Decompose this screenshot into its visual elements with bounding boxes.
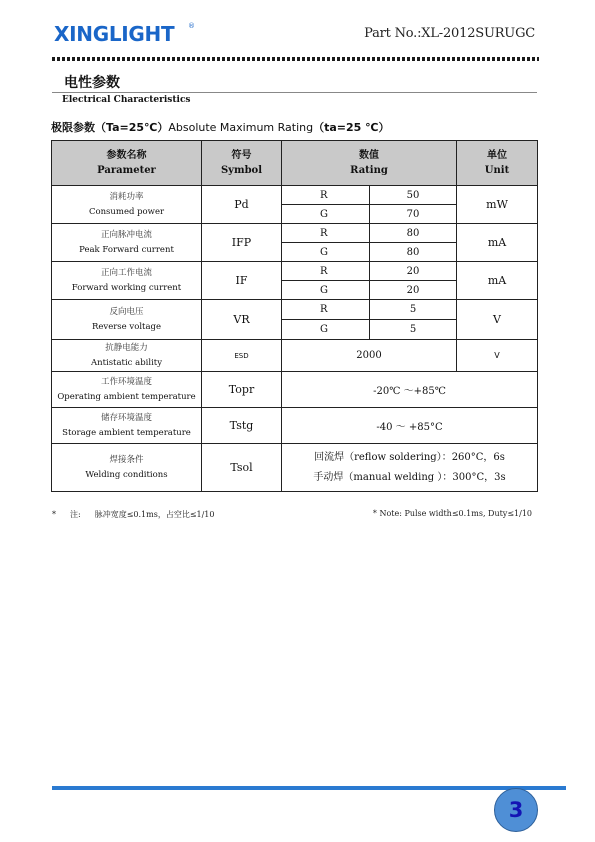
symbol-cell: Pd xyxy=(202,186,282,224)
unit-cell: V xyxy=(457,340,538,372)
header-symbol-cn: 符号 xyxy=(231,150,252,161)
header-symbol xyxy=(202,141,282,186)
unit-cell: mA xyxy=(457,224,538,262)
table-row xyxy=(52,444,538,492)
table-row xyxy=(52,408,538,444)
param-en: Antistatic ability xyxy=(90,357,163,368)
symbol-cell: ESD xyxy=(202,340,282,372)
color-class-cell: R xyxy=(282,300,370,320)
page-number: 3 xyxy=(508,798,524,822)
param-en: Reverse voltage xyxy=(91,321,161,332)
note-text-cn: 脉冲宽度≤0.1ms，占空比≤1/10 xyxy=(94,510,215,519)
table-row xyxy=(52,372,538,408)
param-cell xyxy=(52,186,202,224)
note-marker: * xyxy=(52,510,56,519)
value-cell: 50 xyxy=(370,186,457,205)
param-cell xyxy=(52,224,202,262)
param-cn: 抗静电能力 xyxy=(105,342,148,353)
table-row xyxy=(52,262,538,281)
param-en: Operating ambient temperature xyxy=(57,391,196,402)
table-title-condition: （ta=25 ℃） xyxy=(313,121,390,134)
note-en: * Note: Pulse width≤0.1ms, Duty≤1/10 xyxy=(372,509,532,518)
symbol-cell: Tsol xyxy=(202,444,282,492)
color-class-cell: G xyxy=(282,281,370,300)
header-parameter-en: Parameter xyxy=(97,165,156,176)
value-cell: 80 xyxy=(370,243,457,262)
header-unit-en: Unit xyxy=(484,165,510,176)
value-cell: -20℃ ～+85℃ xyxy=(282,372,538,408)
absolute-max-rating-table xyxy=(51,140,538,492)
logo-text: XINGLIGHT xyxy=(54,22,175,46)
color-class-cell: R xyxy=(282,186,370,205)
param-cn: 储存环境温度 xyxy=(100,412,152,423)
param-cell xyxy=(52,340,202,372)
footer-rule xyxy=(52,786,566,790)
color-class-cell: R xyxy=(282,224,370,243)
symbol-cell: IF xyxy=(202,262,282,300)
symbol-cell: IFP xyxy=(202,224,282,262)
value-cell: 80 xyxy=(370,224,457,243)
page-number-badge xyxy=(494,788,538,832)
color-class-cell: G xyxy=(282,243,370,262)
value-cell: 20 xyxy=(370,262,457,281)
header-symbol-en: Symbol xyxy=(220,165,263,176)
header-rating-en: Rating xyxy=(350,165,388,176)
header-parameter-cn: 参数名称 xyxy=(106,150,147,161)
color-class-cell: G xyxy=(282,205,370,224)
table-title-en: Absolute Maximum Rating xyxy=(168,121,314,134)
table-title-cn: 极限参数（Ta=25℃） xyxy=(51,121,169,134)
param-cn: 焊接条件 xyxy=(109,454,144,465)
welding-conditions-cell xyxy=(282,444,538,492)
value-cell: -40 ～ +85°C xyxy=(282,408,538,444)
note-label: 注: xyxy=(70,510,81,519)
param-cn: 正向工作电流 xyxy=(100,267,152,278)
value-cell: 5 xyxy=(370,320,457,340)
table-row xyxy=(52,224,538,243)
unit-cell: V xyxy=(457,300,538,340)
unit-cell: mW xyxy=(457,186,538,224)
param-cn: 工作环境温度 xyxy=(100,376,152,387)
symbol-cell: Topr xyxy=(202,372,282,408)
symbol-cell: Tstg xyxy=(202,408,282,444)
section-title-en: Electrical Characteristics xyxy=(62,95,191,105)
header-rating xyxy=(282,141,457,186)
param-en: Welding conditions xyxy=(85,469,168,480)
registered-mark: ® xyxy=(188,22,195,30)
param-cn: 消耗功率 xyxy=(109,191,144,202)
param-en: Forward working current xyxy=(71,282,182,293)
param-en: Peak Forward current xyxy=(79,244,174,255)
table-header-row xyxy=(52,141,538,186)
param-en: Consumed power xyxy=(88,206,165,217)
table-row xyxy=(52,340,538,372)
note-cn xyxy=(52,509,215,520)
color-class-cell: R xyxy=(282,262,370,281)
table-title xyxy=(51,119,389,135)
table-row xyxy=(52,300,538,320)
param-cn: 反向电压 xyxy=(109,306,144,317)
section-title-cn: 电性参数 xyxy=(64,75,120,91)
header-parameter xyxy=(52,141,202,186)
value-cell: 2000 xyxy=(282,340,457,372)
symbol-cell: VR xyxy=(202,300,282,340)
table-row xyxy=(52,186,538,205)
manual-welding-line: 手动焊（manual welding ）：300°C，3s xyxy=(313,471,506,483)
value-cell: 20 xyxy=(370,281,457,300)
header-unit xyxy=(457,141,538,186)
header-dotted-divider xyxy=(52,57,539,61)
header-rating-cn: 数值 xyxy=(359,150,379,161)
param-cell xyxy=(52,408,202,444)
reflow-soldering-line: 回流焊（reflow soldering）：260°C，6s xyxy=(314,451,505,463)
param-cn: 正向脉冲电流 xyxy=(100,229,152,240)
value-cell: 70 xyxy=(370,205,457,224)
param-cell xyxy=(52,262,202,300)
part-number: Part No.:XL-2012SURUGC xyxy=(364,26,535,41)
color-class-cell: G xyxy=(282,320,370,340)
param-en: Storage ambient temperature xyxy=(62,427,191,438)
header-unit-cn: 单位 xyxy=(487,150,508,161)
value-cell: 5 xyxy=(370,300,457,320)
param-cell xyxy=(52,444,202,492)
param-cell xyxy=(52,300,202,340)
section-rule xyxy=(52,92,537,93)
param-cell xyxy=(52,372,202,408)
unit-cell: mA xyxy=(457,262,538,300)
